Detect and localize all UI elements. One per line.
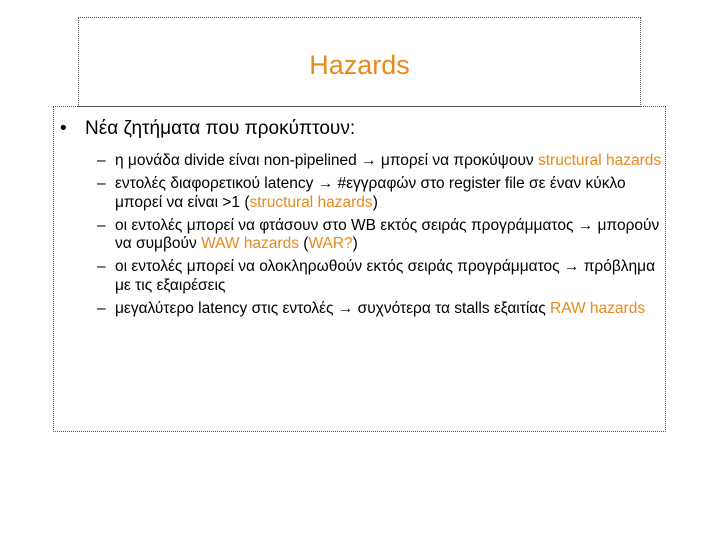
highlighted-term: structural hazards	[249, 193, 373, 211]
sub-bullet-marker: –	[97, 299, 106, 317]
text-segment: (	[298, 235, 309, 252]
highlighted-term: structural hazards	[537, 152, 662, 169]
text-segment: εντολές διαφορετικού latency → #εγγραφών στο register file σε έναν κύκλο μπορεί να είναι >1 (	[115, 175, 626, 211]
sub-bullet-text	[115, 175, 667, 212]
sub-bullet-marker: –	[97, 258, 106, 275]
sub-bullet-text	[115, 152, 667, 171]
text-segment: )	[372, 193, 378, 211]
sub-bullet-list	[97, 152, 667, 323]
sub-bullet-marker: –	[97, 216, 106, 234]
text-segment: η μονάδα divide είναι non-pipelined → μπορεί να προκύψουν	[115, 152, 538, 169]
sub-bullet-text	[115, 217, 667, 254]
sub-bullet-marker: –	[97, 152, 106, 169]
text-segment: μεγαλύτερο latency στις εντολές → συχνότερα τα stalls εξαιτίας	[115, 299, 551, 317]
highlighted-term: WAR?	[308, 235, 353, 252]
sub-bullet-marker: –	[97, 175, 106, 192]
sub-bullet-text	[115, 258, 667, 295]
sub-bullet-item	[97, 217, 667, 254]
bullet-marker: •	[60, 118, 67, 139]
sub-bullet-item	[97, 152, 667, 171]
content-placeholder	[53, 106, 666, 432]
highlighted-term: RAW hazards	[550, 299, 646, 317]
title-placeholder	[78, 17, 641, 107]
text-segment: )	[352, 235, 358, 252]
slide-title: Hazards	[309, 50, 410, 80]
text-segment: οι εντολές μπορεί να ολοκληρωθούν εκτός σειράς προγράμματος → πρόβλημα με τις εξαιρέσεις	[115, 258, 656, 294]
sub-bullet-text	[115, 300, 667, 319]
main-bullet-text: Νέα ζητήματα που προκύπτουν:	[85, 118, 356, 139]
main-bullet	[60, 117, 355, 141]
sub-bullet-item	[97, 258, 667, 295]
highlighted-term: WAW hazards	[201, 235, 299, 252]
sub-bullet-item	[97, 175, 667, 212]
text-segment: οι εντολές μπορεί να φτάσουν στο WB εκτός σειράς προγράμματος → μπορούν να συμβούν	[115, 216, 660, 252]
sub-bullet-item	[97, 300, 667, 319]
